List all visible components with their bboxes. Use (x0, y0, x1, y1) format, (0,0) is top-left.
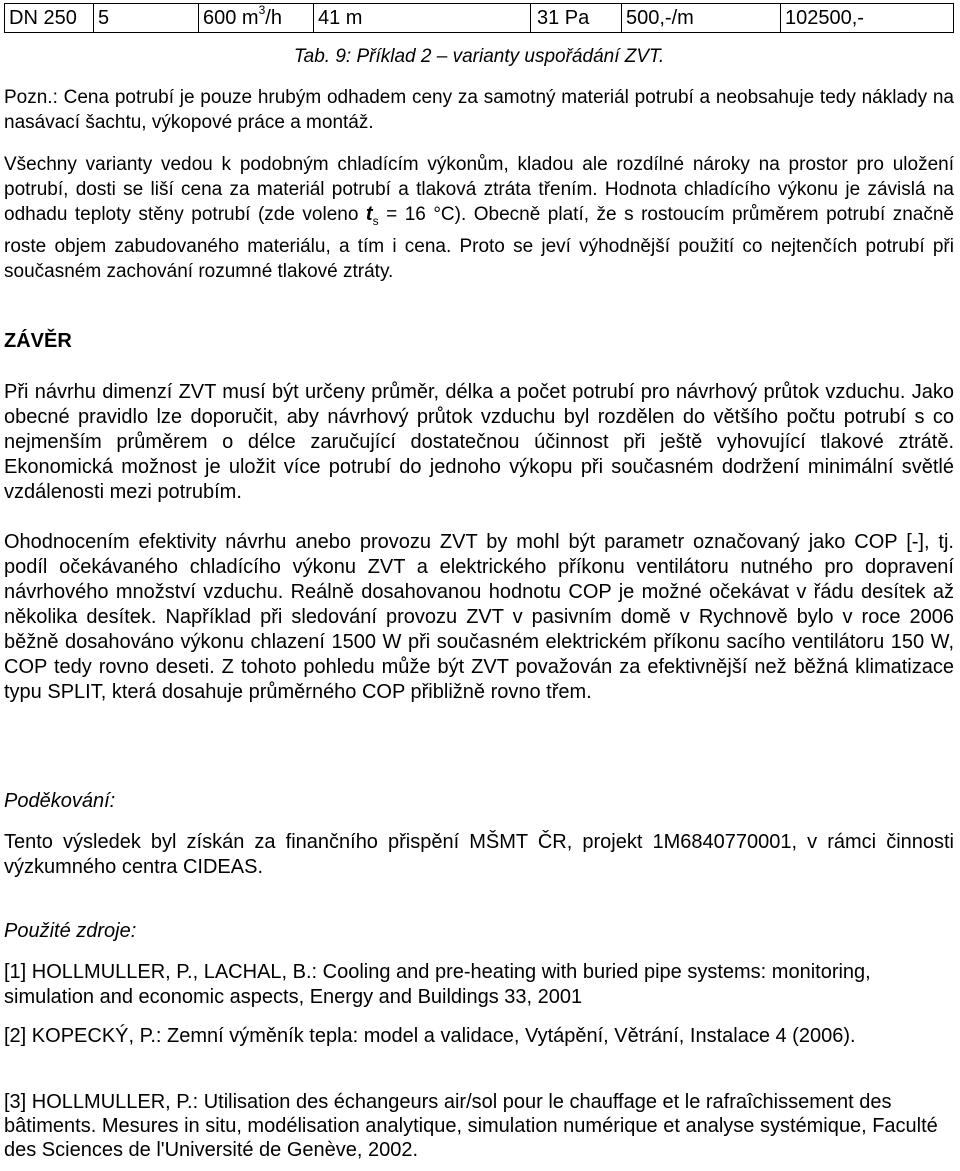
note-paragraph: Pozn.: Cena potrubí je pouze hrubým odhadem ceny za samotný materiál potrubí a neobsahuje tedy náklady na nasávací šachtu, výkopové práce a montáž. (4, 87, 954, 133)
table-caption: Tab. 9: Příklad 2 – varianty uspořádání ZVT. (293, 46, 665, 67)
cell-loss: 31 Pa (531, 4, 622, 33)
conclusion-paragraph-2: Ohodnocením efektivity návrhu anebo provozu ZVT by mohl být parametr označovaný jako COP [-], tj. podíl očekávaného chladícího výkonu ZVT a elektrického příkonu ventilátoru nutného pro dopravení návrhového množství vzduchu. Reálně dosahovanou hodnotu COP je možné očekávat v řádu desítek až několika desítek. Například při sledování provozu ZVT v pasivním domě v Rychnově bylo v roce 2006 běžně dosahováno výkonu chlazení 1500 W při současném elektrickém příkonu sacího ventilátoru 150 W, COP tedy rovno deseti. Z tohoto pohledu může být ZVT považován za efektivnější než běžná klimatizace typu SPLIT, která dosahuje průměrného COP přibližně rovno třem. (4, 531, 954, 703)
reference-item-3: [3] HOLLMULLER, P.: Utilisation des échangeurs air/sol pour le chauffage et le rafraîchissement des bâtiments. Mesures in situ, modélisation analytique, simulation numérique et analyse systémique, Faculté des Sciences de l'Université de Genève, 2002. (4, 1091, 938, 1161)
wall-temperature-symbol (365, 203, 379, 228)
variant-table (4, 3, 954, 33)
cell-flow (199, 4, 314, 33)
symbol-subscript: s (372, 214, 379, 228)
flow-superscript: 3 (258, 3, 266, 18)
symbol-letter: t (365, 203, 373, 225)
variants-paragraph (4, 152, 954, 284)
acknowledgement-heading: Poděkování: (4, 790, 116, 812)
variants-text-2: = 16 °C). Obecně platí, že s rostoucím průměrem potrubí značně roste objem zabudovaného materiálu, a tím i cena. Proto se jeví výhodnější použití co nejtenčích potrubí při současném zachování rozumné tlakové ztráty. (4, 204, 954, 282)
cell-total: 102500,- (781, 4, 954, 33)
conclusion-heading: ZÁVĚR (4, 330, 72, 352)
flow-value: 600 m (203, 7, 259, 29)
reference-item-2: [2] KOPECKÝ, P.: Zemní výměník tepla: model a validace, Vytápění, Větrání, Instalace 4 (2006). (4, 1025, 856, 1047)
cell-length: 41 m (314, 4, 531, 33)
variants-text-1: Všechny varianty vedou k podobným chladícím výkonům, kladou ale rozdílné nároky na prostor pro uložení potrubí, dosti se liší cena za materiál potrubí a tlaková ztráta třením. Hodnota chladícího výkonu je závislá na odhadu teploty stěny potrubí (zde voleno (4, 154, 954, 225)
flow-unit: /h (265, 7, 282, 29)
acknowledgement-text: Tento výsledek byl získán za finančního přispění MŠMT ČR, projekt 1M6840770001, v rámci činnosti výzkumného centra CIDEAS. (4, 831, 954, 878)
references-heading: Použité zdroje: (4, 920, 137, 942)
cell-count: 5 (94, 4, 199, 33)
cell-dn: DN 250 (5, 4, 94, 33)
reference-item-1: [1] HOLLMULLER, P., LACHAL, B.: Cooling and pre-heating with buried pipe systems: monitoring, simulation and economic aspects, Energy and Buildings 33, 2001 (4, 961, 871, 1008)
conclusion-paragraph-1: Při návrhu dimenzí ZVT musí být určeny průměr, délka a počet potrubí pro návrhový průtok vzduchu. Jako obecné pravidlo lze doporučit, aby návrhový průtok vzduchu byl rozdělen do většího počtu potrubí s co nejmenším průměrem o délce zaručující dostatečnou účinnost při ještě vyhovující tlakové ztrátě. Ekonomická možnost je uložit více potrubí do jednoho výkopu při současném dodržení minimální světlé vzdálenosti mezi potrubím. (4, 381, 954, 503)
cell-unit-price: 500,-/m (622, 4, 781, 33)
table-row (5, 4, 954, 33)
